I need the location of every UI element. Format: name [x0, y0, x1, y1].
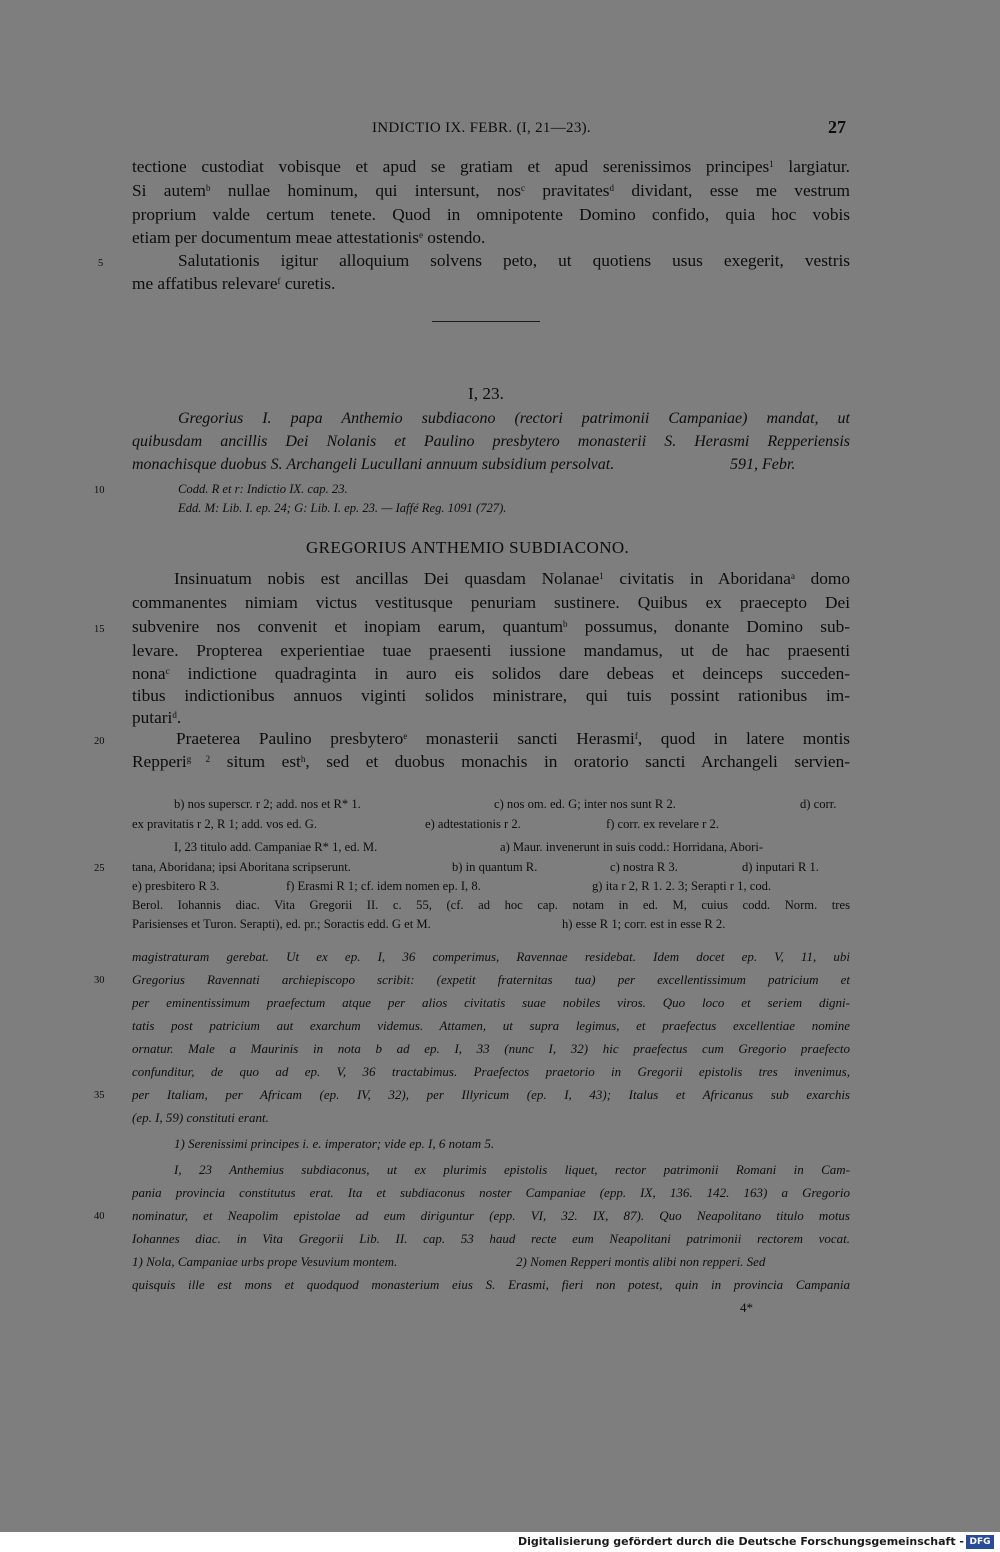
letter-number: I, 23. — [468, 384, 504, 403]
commentary-line: per eminentissimum praefectum atque per alios civitatis suae nobiles viros. Quo loco et seriem digni- — [132, 995, 850, 1010]
sources-line: Edd. M: Lib. I. ep. 24; G: Lib. I. ep. 23. — Iaffé Reg. 1091 (727). — [178, 501, 507, 515]
line-number: 15 — [94, 624, 105, 635]
footnote: a) Maur. invenerunt in suis codd.: Horridana, Abori- — [500, 840, 764, 854]
commentary-line: per Italiam, per Africam (ep. IV, 32), per Illyricum (ep. I, 43); Italus et Africanus sub exarchis — [132, 1087, 850, 1102]
line-number: 35 — [94, 1090, 105, 1101]
line-number: 40 — [94, 1211, 105, 1222]
footer-text: Digitalisierung gefördert durch die Deutsche Forschungsgemeinschaft - — [517, 1535, 964, 1548]
commentary-line: pania provincia constitutus erat. Ita et subdiaconus noster Campaniae (epp. IX, 136. 142. 163) a Gregorio — [132, 1185, 850, 1200]
commentary-line: (ep. I, 59) constituti erant. — [132, 1110, 269, 1125]
regest-date: 591, Febr. — [730, 456, 796, 473]
footer-bar — [0, 1532, 1000, 1552]
footnote: Parisienses et Turon. Serapti), ed. pr.; Soractis edd. G et M. — [132, 917, 431, 931]
text-line: Repperi$^{g 2}$ situm est$^h$, sed et duobus monachis in oratorio sancti Archangeli servien- — [132, 752, 850, 771]
letter-address: GREGORIUS ANTHEMIO SUBDIACONO. — [306, 538, 630, 557]
text-line: etiam per documentum meae attestationis$^e$ ostendo. — [132, 228, 486, 247]
dfg-logo[interactable]: DFG — [966, 1535, 994, 1549]
commentary-line: magistraturam gerebat. Ut ex ep. I, 36 comperimus, Ravennae residebat. Idem docet ep. V, 11, ubi — [132, 949, 850, 964]
line-number: 10 — [94, 485, 105, 496]
signature-mark: 4* — [740, 1300, 753, 1315]
commentary-line: Gregorius Ravennati archiepiscopo scribit: (expetit fraternitas tua) per excellentissimum patricium et — [132, 972, 850, 987]
text-line: Salutationis igitur alloquium solvens peto, ut quotiens usus exegerit, vestris — [178, 251, 850, 270]
commentary-line: Iohannes diac. in Vita Gregorii Lib. II. cap. 53 haud recte eum Neapolitani patrimonii rectorem vocat. — [132, 1231, 850, 1246]
text-line: putari$^d$. — [132, 708, 182, 727]
footnote: c) nos om. ed. G; inter nos sunt R 2. — [494, 797, 676, 811]
text-line: nona$^c$ indictione quadraginta in auro eis solidos dare debeas et deinceps succeden- — [132, 664, 850, 683]
footnote: b) nos superscr. r 2; add. nos et R* 1. — [174, 797, 361, 811]
footnote: d) inputari R 1. — [742, 860, 819, 874]
commentary-line: 1) Serenissimi principes i. e. imperator; vide ep. I, 6 notam 5. — [174, 1136, 495, 1151]
regest-line: quibusdam ancillis Dei Nolanis et Paulino presbytero monasterii S. Herasmi Repperiensis — [132, 433, 850, 450]
footnote: d) corr. — [800, 797, 837, 811]
sources-line: Codd. R et r: Indictio IX. cap. 23. — [178, 482, 348, 496]
footnote: Berol. Iohannis diac. Vita Gregorii II. c. 55, (cf. ad hoc cap. notam in ed. M, cuius codd. Norm. tres — [132, 898, 850, 912]
text-line: levare. Propterea experientiae tuae praesenti iussione mandamus, ut de hac praesenti — [132, 641, 850, 660]
footnote: c) nostra R 3. — [610, 860, 678, 874]
commentary-line: confunditur, de quo ad ep. V, 36 tractabimus. Praefectos praetorio in Gregorii epistolis tres invenimus, — [132, 1064, 850, 1079]
footnote: h) esse R 1; corr. est in esse R 2. — [562, 917, 726, 931]
text-line: Insinuatum nobis est ancillas Dei quasdam Nolanae$^1$ civitatis in Aboridana$^a$ domo — [174, 569, 850, 588]
commentary-line: 1) Nola, Campaniae urbs prope Vesuvium montem. — [132, 1254, 398, 1269]
footnote: e) presbitero R 3. — [132, 879, 220, 893]
line-number: 5 — [98, 258, 104, 269]
footnote: f) corr. ex revelare r 2. — [606, 817, 719, 831]
footnote: g) ita r 2, R 1. 2. 3; Serapti r 1, cod. — [592, 879, 772, 893]
footnote: ex pravitatis r 2, R 1; add. vos ed. G. — [132, 817, 318, 831]
footnote: tana, Aboridana; ipsi Aboritana scripserunt. — [132, 860, 351, 874]
running-title: INDICTIO IX. FEBR. (I, 21—23). — [372, 120, 591, 136]
text-line: tectione custodiat vobisque et apud se gratiam et apud serenissimos principes$^1$ largiatur. — [132, 157, 850, 176]
commentary-line: quisquis ille est mons et quodquod monasterium eius S. Erasmi, fieri non potest, quin in provincia Campania — [132, 1277, 850, 1292]
text-line: proprium valde certum tenete. Quod in omnipotente Domino confido, quia hoc vobis — [132, 205, 850, 224]
text-line: Si autem$^b$ nullae hominum, qui intersunt, nos$^c$ pravitates$^d$ dividant, esse me vestrum — [132, 181, 850, 200]
text-line: subvenire nos convenit et inopiam earum, quantum$^b$ possumus, donante Domino sub- — [132, 617, 851, 636]
section-divider — [432, 321, 540, 322]
regest-line: monachisque duobus S. Archangeli Lucullani annuum subsidium persolvat. — [132, 456, 615, 473]
text-line: tibus indictionibus annuos viginti solidos ministrare, qui tuis possint rationibus im- — [132, 686, 850, 705]
commentary-line: ornatur. Male a Maurinis in nota b ad ep. I, 33 (nunc I, 32) hic praefectus cum Gregorio praefecto — [132, 1041, 850, 1056]
commentary-line: tatis post patricium aut exarchum videmus. Attamen, ut supra legimus, et praefectus excellentiae nomine — [132, 1018, 850, 1033]
text-line: Praeterea Paulino presbytero$^e$ monasterii sancti Herasmi$^f$, quod in latere montis — [176, 729, 850, 748]
page-number: 27 — [828, 117, 846, 137]
footnote: b) in quantum R. — [452, 860, 538, 874]
footnote: I, 23 titulo add. Campaniae R* 1, ed. M. — [174, 840, 378, 854]
line-number: 30 — [94, 975, 105, 986]
text-line: commanentes nimiam victus vestitusque penuriam sustinere. Quibus ex praecepto Dei — [132, 593, 850, 612]
commentary-line: nominatur, et Neapolim epistolae ad eum diriguntur (epp. VI, 32. IX, 87). Quo Neapolitano titulo motus — [132, 1208, 850, 1223]
line-number: 25 — [94, 863, 105, 874]
regest-line: Gregorius I. papa Anthemio subdiacono (rectori patrimonii Campaniae) mandat, ut — [178, 410, 850, 427]
text-line: me affatibus relevare$^f$ curetis. — [132, 274, 336, 293]
footnote: e) adtestationis r 2. — [425, 817, 521, 831]
commentary-line: 2) Nomen Repperi montis alibi non repperi. Sed — [516, 1254, 766, 1269]
footnote: f) Erasmi R 1; cf. idem nomen ep. I, 8. — [286, 879, 481, 893]
line-number: 20 — [94, 736, 105, 747]
commentary-line: I, 23 Anthemius subdiaconus, ut ex plurimis epistolis liquet, rector patrimonii Romani in Cam- — [174, 1162, 850, 1177]
